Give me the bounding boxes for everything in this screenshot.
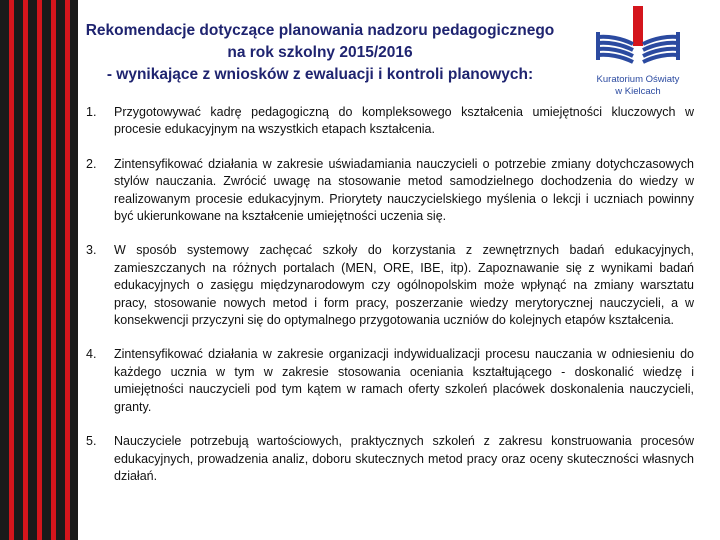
- title-line-2: na rok szkolny 2015/2016: [227, 44, 413, 61]
- list-item: [86, 242, 694, 329]
- item-text: Zintensyfikować działania w zakresie uświadamiania nauczycieli o potrzebie zmiany dotychczasowych stylów nauczania. Zwrócić uwagę na stosowanie metod samodzielnego dochodzenia do wiedzy w realizowanym procesie edukacyjnym. Priorytety nauczycielskiego myślenia o lekcji i uczniach powinny być ukierunkowane na kształcenie umiejętności uczenia się.: [114, 156, 694, 224]
- logo-caption-line-1: Kuratorium Oświaty: [596, 74, 680, 85]
- item-number: 4.: [86, 347, 97, 362]
- list-item: [86, 433, 694, 485]
- title-line-3: - wynikające z wniosków z ewaluacji i kontroli planowych:: [106, 66, 534, 83]
- recommendations-list: [86, 104, 694, 485]
- logo-caption: [578, 74, 698, 98]
- item-text: Przygotowywać kadrę pedagogiczną do kompleksowego kształcenia umiejętności kluczowych w procesie edukacyjnym na wszystkich etapach kształcenia.: [114, 105, 694, 137]
- item-text: Zintensyfikować działania w zakresie organizacji indywidualizacji procesu nauczania w odniesieniu do każdego ucznia w tym w zakresie stosowania oceniania kształtującego - doskonalić wiedzę i umiejętności nauczycieli pod tym kątem w ramach oferty szkoleń placówek doskonalenia nauczycieli, granty.: [114, 347, 694, 414]
- item-text: Nauczyciele potrzebują wartościowych, praktycznych szkoleń z zakresu konstruowania procesów edukacyjnych, prowadzenia analiz, doboru skutecznych metod pracy oraz oceny skuteczności własnych działań.: [114, 434, 694, 483]
- item-number: 5.: [86, 434, 97, 449]
- item-number: 1.: [86, 105, 97, 119]
- item-text: W sposób systemowy zachęcać szkoły do korzystania z zewnętrznych badań edukacyjnych, zamieszczanych na różnych portalach (MEN, ORE, IBE, itp). Zapoznawanie się z wynikami badań edukacyjnych o zasięgu międzynarodowym czy ogólnopolskim może wpłynąć na zmiany warsztatu pracy, stosowanie nowych metod i form pracy, poszerzanie wiedzy merytorycznej nauczycieli, a w konsekwencji przyczyni się do optymalnego przygotowania uczniów do kolejnych etapów kształcenia.: [114, 243, 694, 328]
- list-item: [86, 156, 694, 226]
- item-number: 3.: [86, 243, 97, 258]
- open-book-logo-icon: [586, 4, 690, 70]
- list-item: [86, 346, 694, 416]
- list-item: [86, 104, 694, 139]
- page-title: [80, 20, 560, 86]
- kuratorium-logo: [578, 4, 698, 100]
- title-line-1: Rekomendacje dotyczące planowania nadzoru pedagogicznego: [85, 22, 555, 39]
- decorative-stripes: [0, 0, 78, 540]
- logo-caption-line-2: w Kielcach: [615, 86, 661, 97]
- item-number: 2.: [86, 156, 97, 171]
